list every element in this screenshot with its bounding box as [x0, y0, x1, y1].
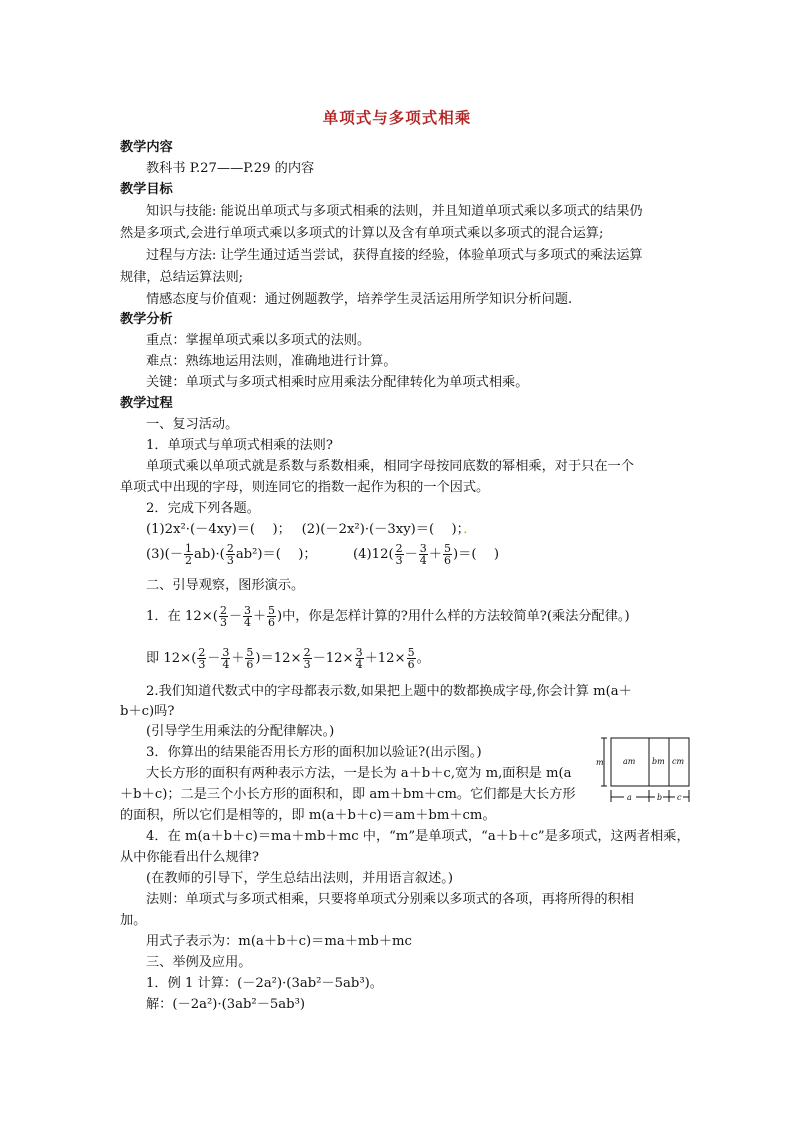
fig-label-cm: cm: [672, 757, 685, 766]
fig-label-m: m: [596, 758, 604, 767]
process-line: (在教师的引导下，学生总结出法则，并用语言叙述。): [146, 871, 454, 886]
process-line: 单项式中出现的字母，则连同它的指数一起作为积的一个因式。: [120, 480, 490, 495]
fraction: $\frac{3}{4}$: [355, 646, 363, 671]
ex3-part: ab)·(: [194, 547, 225, 562]
heading-goals: 教学目标: [120, 182, 173, 197]
fraction: $\frac{3}{4}$: [222, 646, 230, 671]
process-line: 4．在 m(a＋b＋c)＝ma＋mb＋mc 中，“m”是单项式，“a＋b＋c”是多项式，这两者相乘，: [146, 829, 690, 844]
process-line: 解：(－2a²)·(3ab²－5ab³): [146, 997, 306, 1012]
analysis-line: 关键：单项式与多项式相乘时应用乘法分配律转化为单项式相乘。: [146, 375, 529, 390]
fraction: $\frac{2}{3}$: [395, 542, 403, 567]
fraction: $\frac{2}{3}$: [226, 542, 234, 567]
fig-label-b: b: [657, 793, 663, 802]
goal-line: 情感态度与价值观：通过例题教学，培养学生灵活运用所学知识分析问题.: [146, 292, 573, 307]
fraction: $\frac{2}{3}$: [219, 604, 227, 629]
process-line: 三、举例及应用。: [146, 955, 252, 970]
exercise-1-2: (1)2x²·(－4xy)＝( )； (2)(－2x²)·(－3xy)＝( )；．: [146, 522, 477, 537]
goal-line: 过程与方法: 让学生通过适当尝试，获得直接的经验，体验单项式与多项式的乘法运算: [146, 248, 643, 263]
fraction: $\frac{2}{3}$: [303, 646, 311, 671]
fraction: $\frac{5}{6}$: [407, 646, 415, 671]
ex3-part: ab²)＝( )；: [235, 547, 317, 562]
ex3-part: (3)(－: [146, 547, 184, 562]
process-line: 1．例 1 计算：(－2a²)·(3ab²－5ab³)。: [146, 976, 383, 991]
fraction: $\frac{1}{2}$: [185, 542, 193, 567]
process-line: b＋c)吗?: [120, 704, 175, 719]
process-line: 3．你算出的结果能否用长方形的面积加以验证?(出示图。): [146, 745, 482, 760]
process-line: 大长方形的面积有两种表示方法，一是长为 a＋b＋c,宽为 m,面积是 m(a: [146, 766, 572, 781]
content-text: 教科书 P.27——P.29 的内容: [146, 161, 315, 176]
q1ans-part: 。: [416, 651, 430, 666]
fig-label-bm: bm: [652, 757, 665, 766]
fig-label-a: a: [627, 793, 632, 802]
analysis-line: 难点：熟练地运用法则，准确地进行计算。: [146, 354, 397, 369]
process-line: 2．完成下列各题。: [146, 501, 260, 516]
process-line: 二、引导观察，图形演示。: [146, 578, 305, 593]
q1ans-part: 即 12×(: [146, 651, 197, 666]
analysis-line: 重点：掌握单项式乘以多项式的法则。: [146, 333, 371, 348]
ex4-part: )＝( ): [452, 547, 499, 562]
q1-part: 1．在 12×(: [146, 609, 218, 624]
ex4-part: ＋: [428, 547, 442, 562]
fig-label-c: c: [677, 793, 682, 802]
heading-process: 教学过程: [120, 396, 173, 411]
heading-analysis: 教学分析: [120, 312, 173, 327]
exercise-3-4: [146, 540, 499, 570]
process-line: ＋b＋c)；二是三个小长方形的面积和，即 am＋bm＋cm。它们都是大长方形: [120, 787, 576, 802]
q1ans-part: )＝12×: [255, 651, 302, 666]
fig-label-am: am: [623, 757, 636, 766]
process-line: 1．单项式与单项式相乘的法则?: [146, 438, 333, 453]
q1-part: )中，你是怎样计算的?用什么样的方法较简单?(乘法分配律。): [276, 609, 630, 624]
rectangle-area-figure: [596, 736, 696, 806]
heading-content: 教学内容: [120, 140, 173, 155]
fraction: $\frac{5}{6}$: [246, 646, 254, 671]
question-1-answer: 即 12×( $\frac{2}{3}$ － $\frac{3}{4}$ ＋ $\frac{5}{6}$ )＝12× $\frac{2}{3}$ －12× $\frac{3}{4}$ ＋12× $\frac{5}{6}$ 。: [146, 646, 430, 671]
q1ans-part: ＋12×: [364, 651, 406, 666]
process-line: 加。: [120, 913, 147, 928]
goal-line: 然是多项式,会进行单项式乘以多项式的计算以及含有单项式乘以多项式的混合运算;: [120, 226, 604, 241]
goal-line: 规律，总结运算法则;: [120, 270, 244, 285]
fraction: $\frac{3}{4}$: [243, 604, 251, 629]
goal-line: 知识与技能: 能说出单项式与多项式相乘的法则，并且知道单项式乘以多项式的结果仍: [146, 204, 643, 219]
q1ans-part: －12×: [312, 651, 354, 666]
question-1: 1．在 12×( $\frac{2}{3}$ － $\frac{3}{4}$ ＋ $\frac{5}{6}$ )中，你是怎样计算的?用什么样的方法较简单?(乘法分配律。): [146, 604, 630, 629]
process-line: (引导学生用乘法的分配律解决。): [146, 724, 335, 739]
process-line: 从中你能看出什么规律?: [120, 850, 259, 865]
fraction: $\frac{5}{6}$: [267, 604, 275, 629]
fraction: $\frac{3}{4}$: [419, 542, 427, 567]
fraction: $\frac{5}{6}$: [443, 542, 451, 567]
process-line: 的面积，所以它们是相等的，即 m(a＋b＋c)＝am＋bm＋cm。: [120, 808, 496, 823]
process-line: 法则：单项式与多项式相乘，只要将单项式分别乘以多项式的各项，再将所得的积相: [146, 892, 634, 907]
fraction: $\frac{2}{3}$: [198, 646, 206, 671]
process-line: 用式子表示为：m(a＋b＋c)＝ma＋mb＋mc: [146, 934, 412, 949]
ex4-part: －: [404, 547, 418, 562]
page-title: 单项式与多项式相乘: [322, 108, 472, 127]
process-line: 单项式乘以单项式就是系数与系数相乘，相同字母按同底数的幂相乘，对于只在一个: [146, 459, 634, 474]
exercise-text: (1)2x²·(－4xy)＝( )； (2)(－2x²)·(－3xy)＝( )；: [146, 522, 464, 537]
process-line: 2.我们知道代数式中的字母都表示数,如果把上题中的数都换成字母,你会计算 m(a＋: [146, 684, 632, 699]
ex4-part: (4)12(: [353, 547, 394, 562]
process-line: 一、复习活动。: [146, 417, 239, 432]
